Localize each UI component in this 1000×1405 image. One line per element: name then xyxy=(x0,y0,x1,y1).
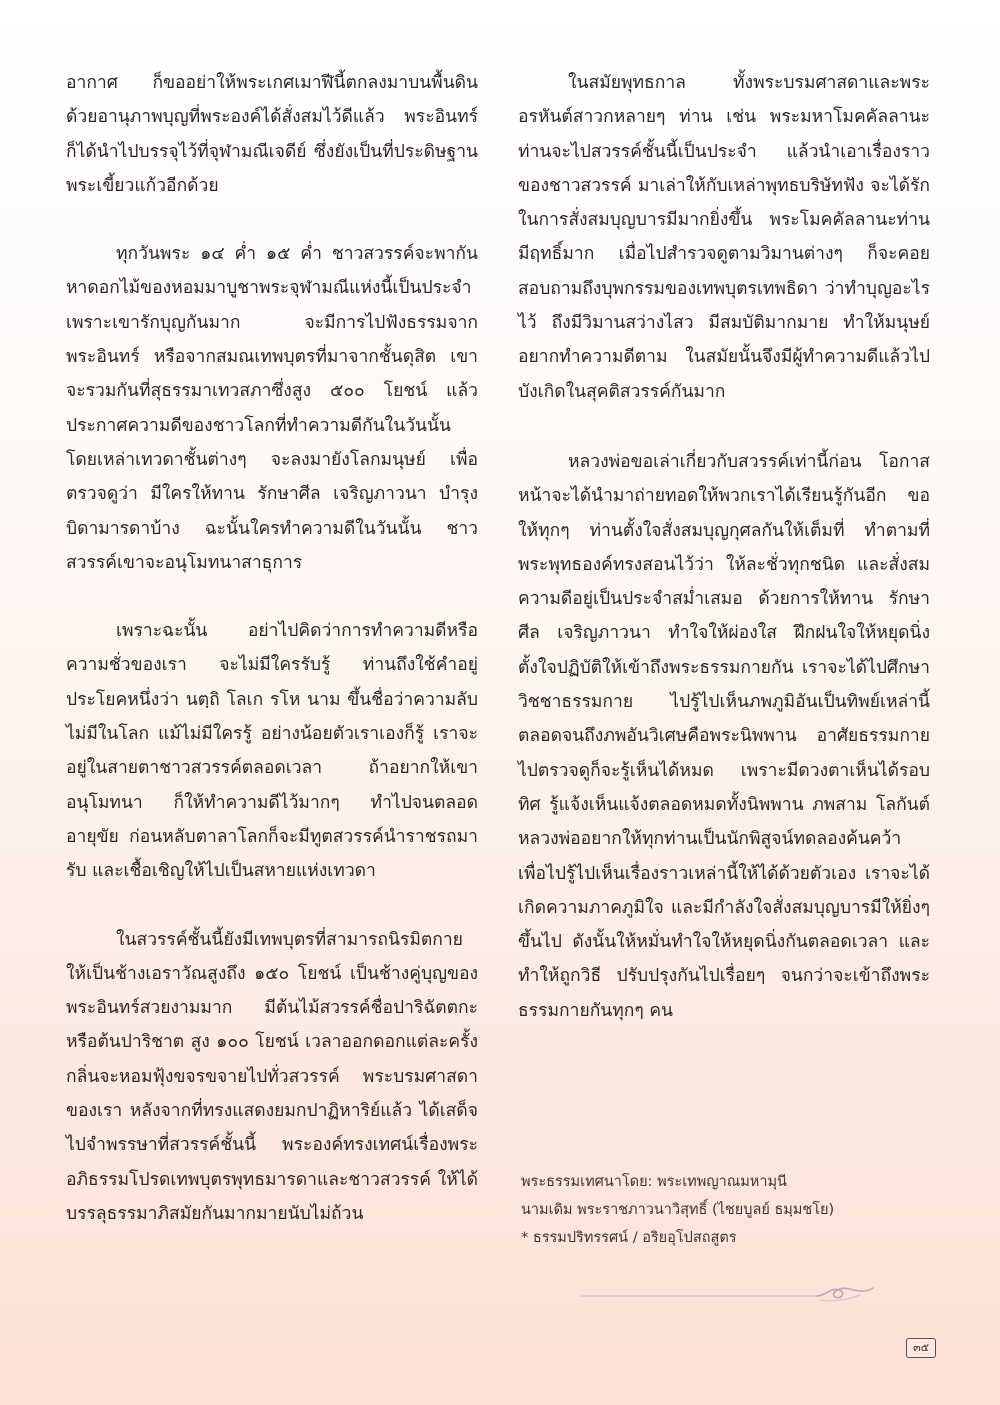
left-column xyxy=(66,66,478,1231)
page-number: ๓๕ xyxy=(906,1338,936,1358)
left-paragraph-4: ในสวรรค์ชั้นนี้ยังมีเทพบุตรที่สามารถนิรมิตกายให้เป็นช้างเอราวัณสูงถึง ๑๕๐ โยชน์ เป็นช้างคู่บุญของพระอินทร์สวยงามมาก มีต้นไม้สวรรค์ชื่อปาริฉัตตกะ หรือต้นปาริชาต สูง ๑๐๐ โยชน์ เวลาออกดอกแต่ละครั้ง กลิ่นจะหอมฟุ้งขจรขจายไปทั่วสวรรค์ พระบรมศาสดาของเรา หลังจากที่ทรงแสดงยมกปาฏิหาริย์แล้ว ได้เสด็จไปจำพรรษาที่สวรรค์ชั้นนี้ พระองค์ทรงเทศน์เรื่องพระอภิธรรมโปรดเทพบุตรพุทธมารดาและชาวสวรรค์ ให้ได้บรรลุธรรมาภิสมัยกันมากมายนับไม่ถ้วน xyxy=(66,929,478,1224)
divider-ornament xyxy=(580,1281,880,1305)
left-paragraph-2: ทุกวันพระ ๑๔ ค่ำ ๑๕ ค่ำ ชาวสวรรค์จะพากันหาดอกไม้ของหอมมาบูชาพระจุฬามณีแห่งนี้เป็นประจำ เพราะเขารักบุญกันมาก จะมีการไปฟังธรรมจากพระอินทร์ หรือจากสมณเทพบุตรที่มาจากชั้นดุสิต เขาจะรวมกันที่สุธรรมาเทวสภาซึ่งสูง ๕๐๐ โยชน์ แล้วประกาศความดีของชาวโลกที่ทำความดีกันในวันนั้น โดยเหล่าเทวดาชั้นต่างๆ จะลงมายังโลกมนุษย์ เพื่อตรวจดูว่า มีใครให้ทาน รักษาศีล เจริญภาวนา บำรุงบิดามารดาบ้าง ฉะนั้นใครทำความดีในวันนั้น ชาวสวรรค์เขาจะอนุโมทนาสาธุการ xyxy=(66,244,478,573)
sermon-credit xyxy=(521,1168,941,1252)
credit-source: * ธรรมปริทรรศน์ / อริยอุโปสถสูตร xyxy=(521,1230,737,1246)
left-paragraph-3: เพราะฉะนั้น อย่าไปคิดว่าการทำความดีหรือความชั่วของเรา จะไม่มีใครรับรู้ ท่านถึงใช้คำอยู่ประโยคหนึ่งว่า นตฺถิ โลเก รโห นาม ขึ้นชื่อว่าความลับ ไม่มีในโลก แม้ไม่มีใครรู้ อย่างน้อยตัวเราเองก็รู้ เราจะอยู่ในสายตาชาวสวรรค์ตลอดเวลา ถ้าอยากให้เขาอนุโมทนา ก็ให้ทำความดีไว้มากๆ ทำไปจนตลอดอายุขัย ก่อนหลับตาลาโลกก็จะมีทูตสวรรค์นำราชรถมารับ และเชื้อเชิญให้ไปเป็นสหายแห่งเทวดา xyxy=(66,621,478,882)
credit-preacher: พระธรรมเทศนาโดย: พระเทพญาณมหามุนี xyxy=(521,1174,787,1190)
right-paragraph-1: ในสมัยพุทธกาล ทั้งพระบรมศาสดาและพระอรหันต์สาวกหลายๆ ท่าน เช่น พระมหาโมคคัลลานะ ท่านจะไปสวรรค์ชั้นนี้เป็นประจำ แล้วนำเอาเรื่องราวของชาวสวรรค์ มาเล่าให้กับเหล่าพุทธบริษัทฟัง จะได้รักในการสั่งสมบุญบารมีมากยิ่งขึ้น พระโมคคัลลานะท่านมีฤทธิ์มาก เมื่อไปสำรวจดูตามวิมานต่างๆ ก็จะคอยสอบถามถึงบุพกรรมของเทพบุตรเทพธิดา ว่าทำบุญอะไรไว้ ถึงมีวิมานสว่างไสว มีสมบัติมากมาย ทำให้มนุษย์อยากทำความดีตาม ในสมัยนั้นจึงมีผู้ทำความดีแล้วไปบังเกิดในสุคติสวรรค์กันมาก xyxy=(518,73,930,402)
left-paragraph-1: อากาศ ก็ขออย่าให้พระเกศเมาฬีนี้ตกลงมาบนพื้นดิน ด้วยอานุภาพบุญที่พระองค์ได้สั่งสมไว้ดีแล้ว พระอินทร์ก็ได้นำไปบรรจุไว้ที่จุฬามณีเจดีย์ ซึ่งยังเป็นที่ประดิษฐานพระเขี้ยวแก้วอีกด้วย xyxy=(66,73,478,196)
credit-former-name: นามเดิม พระราชภาวนาวิสุทธิ์ (ไชยบูลย์ ธมฺมชโย) xyxy=(521,1202,835,1218)
right-paragraph-2: หลวงพ่อขอเล่าเกี่ยวกับสวรรค์เท่านี้ก่อน โอกาสหน้าจะได้นำมาถ่ายทอดให้พวกเราได้เรียนรู้กันอีก ขอให้ทุกๆ ท่านตั้งใจสั่งสมบุญกุศลกันให้เต็มที่ ทำตามที่พระพุทธองค์ทรงสอนไว้ว่า ให้ละชั่วทุกชนิด และสั่งสมความดีอยู่เป็นประจำสม่ำเสมอ ด้วยการให้ทาน รักษาศีล เจริญภาวนา ทำใจให้ผ่องใส ฝึกฝนใจให้หยุดนิ่ง ตั้งใจปฏิบัติให้เข้าถึงพระธรรมกายกัน เราจะได้ไปศึกษาวิชชาธรรมกาย ไปรู้ไปเห็นภพภูมิอันเป็นทิพย์เหล่านี้ ตลอดจนถึงภพอันวิเศษคือพระนิพพาน อาศัยธรรมกายไปตรวจดูก็จะรู้เห็นได้หมด เพราะมีดวงตาเห็นได้รอบทิศ รู้แจ้งเห็นแจ้งตลอดหมดทั้งนิพพาน ภพสาม โลกันต์ หลวงพ่ออยากให้ทุกท่านเป็นนักพิสูจน์ทดลองค้นคว้า เพื่อไปรู้ไปเห็นเรื่องราวเหล่านี้ให้ได้ด้วยตัวเอง เราจะได้เกิดความภาคภูมิใจ และมีกำลังใจสั่งสมบุญบารมีให้ยิ่งๆ ขึ้นไป ดังนั้นให้หมั่นทำใจให้หยุดนิ่งกันตลอดเวลา และทำให้ถูกวิธี ปรับปรุงกันไปเรื่อยๆ จนกว่าจะเข้าถึงพระธรรมกายกันทุกๆ คน xyxy=(518,451,930,1021)
right-column xyxy=(518,66,930,1028)
